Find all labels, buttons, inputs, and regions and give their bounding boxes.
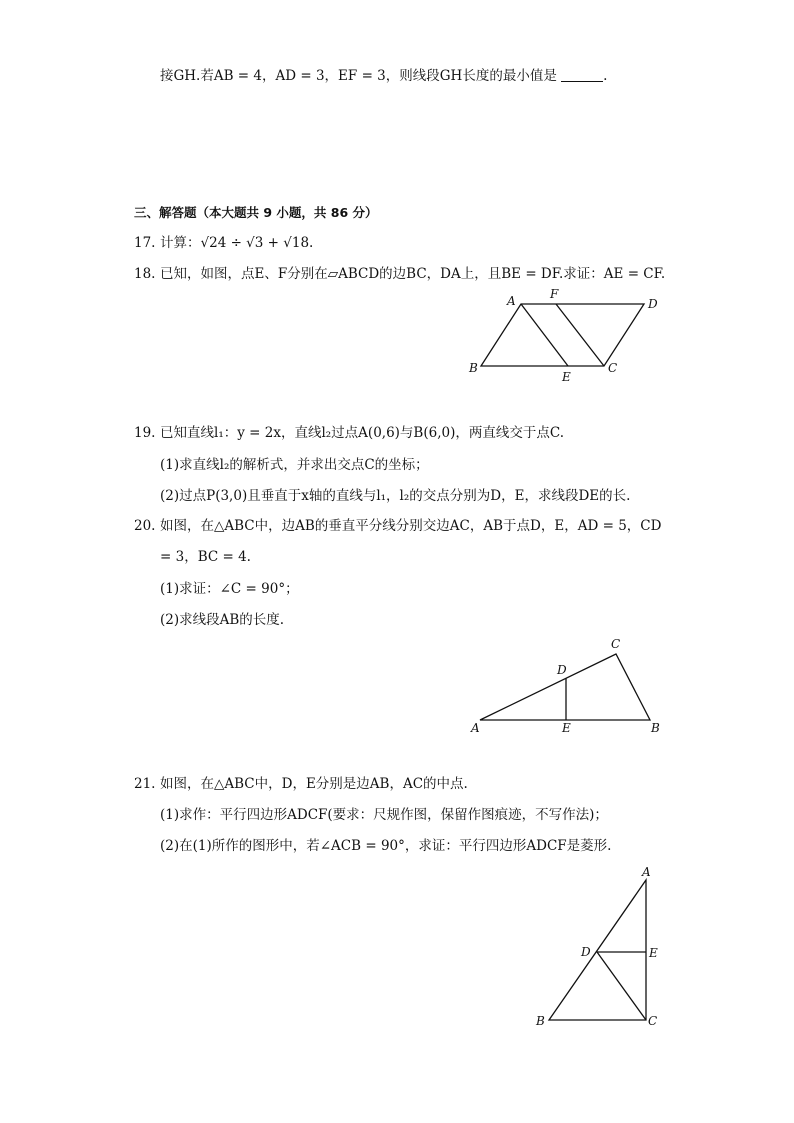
fig18-label-d: D [648, 297, 658, 311]
question-17 [134, 233, 313, 253]
fig18-label-a: A [507, 294, 516, 308]
fig21-label-c: C [648, 1014, 658, 1028]
fig18-label-e: E [562, 370, 571, 384]
question-19-part-2: (2)过点P(3,0)且垂直于x轴的直线与l₁，l₂的交点分别为D，E，求线段DE的长. [160, 488, 631, 504]
question-19 [134, 423, 564, 443]
fig21-label-a: A [642, 865, 651, 879]
fig18-label-c: C [608, 361, 618, 375]
fig18-parallelogram-outline [481, 304, 644, 366]
q20-text: 如图，在△ABC中，边AB的垂直平分线分别交边AC，AB于点D，E，AD = 5，CD [160, 518, 662, 534]
fig21-label-d: D [581, 945, 591, 959]
fig18-segment-ae [521, 304, 568, 366]
question-21-part-2: (2)在(1)所作的图形中，若∠ACB = 90°，求证：平行四边形ADCF是菱形. [160, 838, 612, 854]
q16-text: 接GH.若AB = 4，AD = 3，EF = 3，则线段GH长度的最小值是 [160, 68, 557, 84]
fig18-label-b: B [469, 361, 478, 375]
q17-text: 计算：√24 ÷ √3 + √18. [160, 235, 314, 251]
fig18-label-f: F [550, 287, 559, 301]
fig20-label-e: E [562, 721, 571, 735]
fig20-label-b: B [651, 721, 660, 735]
q19-text: 已知直线l₁：y = 2x，直线l₂过点A(0,6)与B(6,0)，两直线交于点C. [160, 425, 564, 441]
question-21 [134, 774, 468, 794]
fig20-label-c: C [611, 637, 621, 651]
fig21-segment-dc [597, 952, 646, 1020]
fig20-triangle-outline [480, 654, 650, 720]
fig20-label-d: D [557, 663, 567, 677]
question-20 [134, 516, 661, 536]
answer-blank[interactable] [561, 67, 603, 82]
q16-continuation [160, 66, 607, 86]
q21-number: 21. [134, 776, 156, 792]
fig21-label-e: E [649, 946, 658, 960]
fig21-label-b: B [536, 1014, 545, 1028]
question-20-continued: = 3，BC = 4. [160, 549, 251, 565]
q19-number: 19. [134, 425, 156, 441]
question-20-part-1: (1)求证：∠C = 90°； [160, 581, 299, 597]
fig18-segment-fc [556, 304, 604, 366]
question-19-part-1: (1)求直线l₂的解析式，并求出交点C的坐标； [160, 457, 429, 473]
q18-text: 已知，如图，点E、F分别在▱ABCD的边BC，DA上，且BE = DF.求证：AE = CF. [160, 266, 666, 282]
q16-end: . [603, 68, 608, 84]
section-heading: 三、解答题（本大题共 9 小题，共 86 分） [134, 205, 378, 220]
q21-text: 如图，在△ABC中，D，E分别是边AB，AC的中点. [160, 776, 468, 792]
fig20-label-a: A [471, 721, 480, 735]
question-21-part-1: (1)求作：平行四边形ADCF(要求：尺规作图，保留作图痕迹，不写作法)； [160, 807, 608, 823]
question-20-part-2: (2)求线段AB的长度. [160, 612, 285, 628]
q17-number: 17. [134, 235, 156, 251]
q18-number: 18. [134, 266, 156, 282]
question-18 [134, 264, 665, 284]
fig21-triangle-outline [549, 880, 646, 1020]
q20-number: 20. [134, 518, 156, 534]
